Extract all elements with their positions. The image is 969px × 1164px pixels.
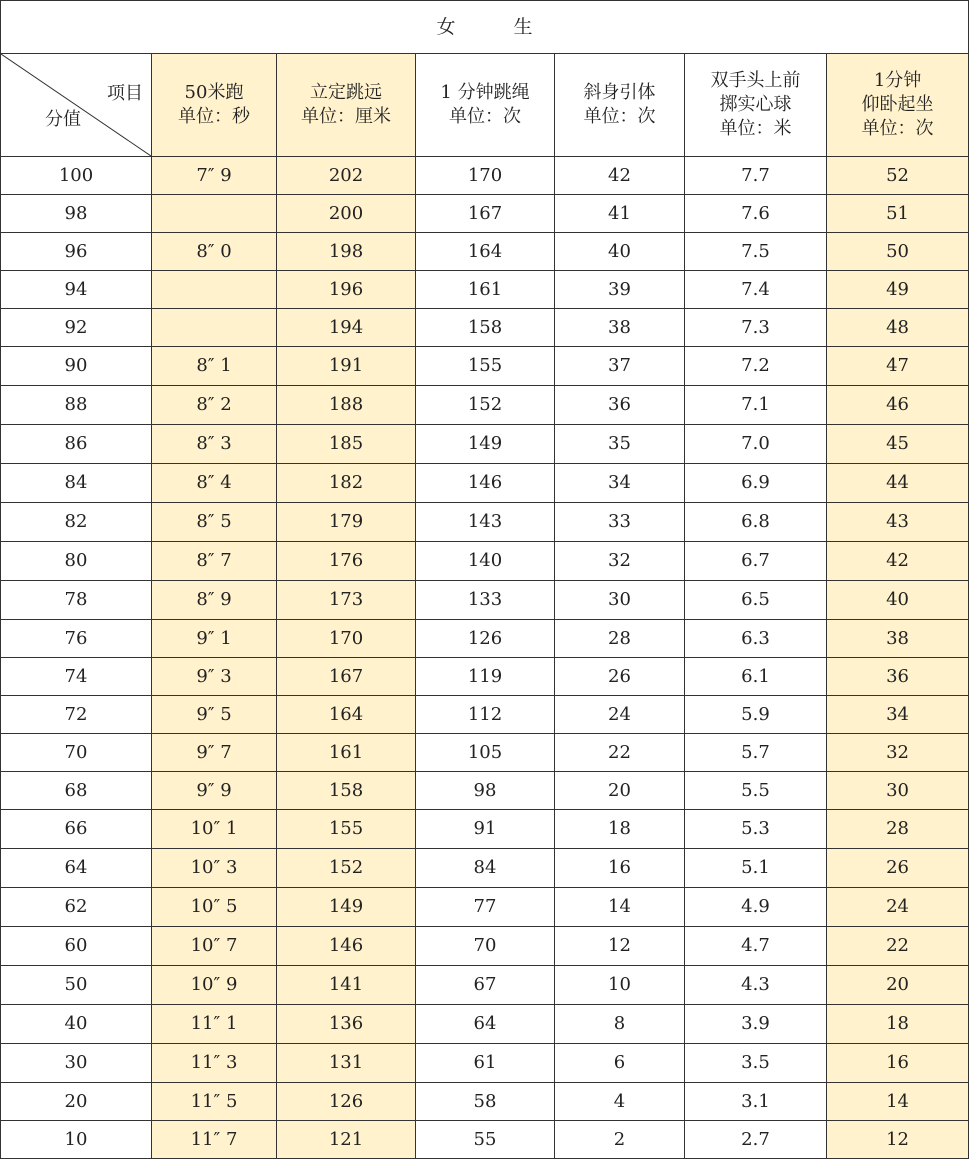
incline-pullup-cell: 34 [555, 464, 685, 503]
long-jump-cell: 158 [277, 772, 416, 810]
long-jump-cell: 185 [277, 425, 416, 464]
medicine-ball-cell: 4.7 [685, 927, 827, 966]
incline-pullup-cell: 16 [555, 849, 685, 888]
situps-cell: 16 [827, 1044, 969, 1083]
sprint-50m-cell: 10″ 3 [152, 849, 277, 888]
rope-skipping-cell: 133 [416, 581, 555, 620]
long-jump-cell: 176 [277, 542, 416, 581]
incline-pullup-cell: 37 [555, 347, 685, 386]
incline-pullup-cell: 2 [555, 1121, 685, 1159]
rope-skipping-cell: 119 [416, 658, 555, 696]
situps-cell: 51 [827, 195, 969, 233]
rope-skipping-cell: 146 [416, 464, 555, 503]
score-cell: 64 [1, 849, 152, 888]
column-unit: 单位：米 [719, 118, 792, 139]
table-row [1, 696, 969, 734]
incline-pullup-cell: 32 [555, 542, 685, 581]
medicine-ball-cell: 5.1 [685, 849, 827, 888]
column-header-50m [152, 54, 277, 157]
score-cell: 82 [1, 503, 152, 542]
incline-pullup-cell: 40 [555, 233, 685, 271]
sprint-50m-cell: 11″ 7 [152, 1121, 277, 1159]
table-row [1, 888, 969, 927]
table-row [1, 271, 969, 309]
medicine-ball-cell: 5.3 [685, 810, 827, 849]
score-cell: 20 [1, 1083, 152, 1121]
column-header-rope-skipping [416, 54, 555, 157]
sprint-50m-cell: 9″ 9 [152, 772, 277, 810]
medicine-ball-cell: 6.3 [685, 620, 827, 658]
incline-pullup-cell: 38 [555, 309, 685, 347]
sprint-50m-cell: 8″ 4 [152, 464, 277, 503]
header-row [1, 54, 969, 157]
long-jump-cell: 152 [277, 849, 416, 888]
table-row [1, 620, 969, 658]
score-cell: 50 [1, 966, 152, 1005]
incline-pullup-cell: 14 [555, 888, 685, 927]
situps-cell: 32 [827, 734, 969, 772]
rope-skipping-cell: 152 [416, 386, 555, 425]
long-jump-cell: 121 [277, 1121, 416, 1159]
table-row [1, 157, 969, 195]
long-jump-cell: 141 [277, 966, 416, 1005]
medicine-ball-cell: 7.5 [685, 233, 827, 271]
situps-cell: 34 [827, 696, 969, 734]
sprint-50m-cell: 10″ 7 [152, 927, 277, 966]
rope-skipping-cell: 58 [416, 1083, 555, 1121]
table-row [1, 347, 969, 386]
table-row [1, 581, 969, 620]
situps-cell: 26 [827, 849, 969, 888]
incline-pullup-cell: 39 [555, 271, 685, 309]
rope-skipping-cell: 149 [416, 425, 555, 464]
long-jump-cell: 136 [277, 1005, 416, 1044]
table-row [1, 195, 969, 233]
situps-cell: 43 [827, 503, 969, 542]
column-name: 1分钟 [873, 70, 922, 91]
medicine-ball-cell: 4.3 [685, 966, 827, 1005]
situps-cell: 22 [827, 927, 969, 966]
situps-cell: 49 [827, 271, 969, 309]
situps-cell: 52 [827, 157, 969, 195]
score-cell: 60 [1, 927, 152, 966]
medicine-ball-cell: 7.4 [685, 271, 827, 309]
medicine-ball-cell: 7.0 [685, 425, 827, 464]
rope-skipping-cell: 170 [416, 157, 555, 195]
incline-pullup-cell: 10 [555, 966, 685, 1005]
score-cell: 98 [1, 195, 152, 233]
rope-skipping-cell: 77 [416, 888, 555, 927]
rope-skipping-cell: 161 [416, 271, 555, 309]
incline-pullup-cell: 35 [555, 425, 685, 464]
table-row [1, 1083, 969, 1121]
rope-skipping-cell: 158 [416, 309, 555, 347]
sprint-50m-cell: 8″ 9 [152, 581, 277, 620]
sprint-50m-cell: 8″ 1 [152, 347, 277, 386]
column-unit: 单位：次 [449, 106, 521, 127]
sprint-50m-cell: 9″ 5 [152, 696, 277, 734]
sprint-50m-cell: 9″ 3 [152, 658, 277, 696]
long-jump-cell: 146 [277, 927, 416, 966]
table-row [1, 1121, 969, 1159]
medicine-ball-cell: 3.1 [685, 1083, 827, 1121]
sprint-50m-cell: 9″ 7 [152, 734, 277, 772]
long-jump-cell: 200 [277, 195, 416, 233]
rope-skipping-cell: 105 [416, 734, 555, 772]
score-cell: 96 [1, 233, 152, 271]
column-name: 1 分钟跳绳 [440, 82, 530, 103]
long-jump-cell: 164 [277, 696, 416, 734]
medicine-ball-cell: 6.8 [685, 503, 827, 542]
medicine-ball-cell: 7.2 [685, 347, 827, 386]
sprint-50m-cell: 8″ 2 [152, 386, 277, 425]
table-row [1, 966, 969, 1005]
long-jump-cell: 126 [277, 1083, 416, 1121]
rope-skipping-cell: 140 [416, 542, 555, 581]
score-cell: 80 [1, 542, 152, 581]
rope-skipping-cell: 112 [416, 696, 555, 734]
score-cell: 40 [1, 1005, 152, 1044]
column-name: 双手头上前 [710, 70, 801, 91]
long-jump-cell: 188 [277, 386, 416, 425]
long-jump-cell: 182 [277, 464, 416, 503]
long-jump-cell: 131 [277, 1044, 416, 1083]
incline-pullup-cell: 41 [555, 195, 685, 233]
medicine-ball-cell: 6.1 [685, 658, 827, 696]
rope-skipping-cell: 55 [416, 1121, 555, 1159]
situps-cell: 38 [827, 620, 969, 658]
sprint-50m-cell: 8″ 3 [152, 425, 277, 464]
rope-skipping-cell: 155 [416, 347, 555, 386]
incline-pullup-cell: 28 [555, 620, 685, 658]
score-cell: 84 [1, 464, 152, 503]
sprint-50m-cell [152, 271, 277, 309]
rope-skipping-cell: 126 [416, 620, 555, 658]
sprint-50m-cell: 11″ 3 [152, 1044, 277, 1083]
column-header-medicine-ball [685, 54, 827, 157]
incline-pullup-cell: 30 [555, 581, 685, 620]
medicine-ball-cell: 3.5 [685, 1044, 827, 1083]
rope-skipping-cell: 143 [416, 503, 555, 542]
score-cell: 78 [1, 581, 152, 620]
sprint-50m-cell [152, 195, 277, 233]
long-jump-cell: 173 [277, 581, 416, 620]
column-header-incline-pullup [555, 54, 685, 157]
situps-cell: 50 [827, 233, 969, 271]
table-title: 女 生 [1, 1, 969, 54]
sprint-50m-cell [152, 309, 277, 347]
situps-cell: 40 [827, 581, 969, 620]
situps-cell: 36 [827, 658, 969, 696]
score-cell: 100 [1, 157, 152, 195]
rope-skipping-cell: 64 [416, 1005, 555, 1044]
rope-skipping-cell: 61 [416, 1044, 555, 1083]
column-unit: 单位：厘米 [301, 106, 391, 127]
score-cell: 66 [1, 810, 152, 849]
long-jump-cell: 155 [277, 810, 416, 849]
table-body [1, 157, 969, 1159]
incline-pullup-cell: 36 [555, 386, 685, 425]
rope-skipping-cell: 91 [416, 810, 555, 849]
score-cell: 90 [1, 347, 152, 386]
situps-cell: 20 [827, 966, 969, 1005]
table-row [1, 810, 969, 849]
column-name: 50米跑 [184, 82, 244, 103]
rope-skipping-cell: 67 [416, 966, 555, 1005]
sprint-50m-cell: 10″ 9 [152, 966, 277, 1005]
situps-cell: 48 [827, 309, 969, 347]
situps-cell: 47 [827, 347, 969, 386]
long-jump-cell: 198 [277, 233, 416, 271]
score-cell: 10 [1, 1121, 152, 1159]
long-jump-cell: 191 [277, 347, 416, 386]
score-cell: 62 [1, 888, 152, 927]
situps-cell: 12 [827, 1121, 969, 1159]
column-header-situps [827, 54, 969, 157]
medicine-ball-cell: 5.9 [685, 696, 827, 734]
table-row [1, 734, 969, 772]
situps-cell: 45 [827, 425, 969, 464]
incline-pullup-cell: 4 [555, 1083, 685, 1121]
sprint-50m-cell: 10″ 5 [152, 888, 277, 927]
title-row [1, 1, 969, 54]
medicine-ball-cell: 2.7 [685, 1121, 827, 1159]
column-unit: 单位：秒 [178, 106, 250, 127]
medicine-ball-cell: 5.7 [685, 734, 827, 772]
score-cell: 92 [1, 309, 152, 347]
medicine-ball-cell: 7.3 [685, 309, 827, 347]
medicine-ball-cell: 6.7 [685, 542, 827, 581]
score-cell: 94 [1, 271, 152, 309]
situps-cell: 24 [827, 888, 969, 927]
medicine-ball-cell: 6.9 [685, 464, 827, 503]
rope-skipping-cell: 167 [416, 195, 555, 233]
sprint-50m-cell: 11″ 5 [152, 1083, 277, 1121]
long-jump-cell: 149 [277, 888, 416, 927]
long-jump-cell: 179 [277, 503, 416, 542]
long-jump-cell: 170 [277, 620, 416, 658]
sprint-50m-cell: 10″ 1 [152, 810, 277, 849]
column-name: 立定跳远 [310, 82, 382, 103]
sprint-50m-cell: 8″ 5 [152, 503, 277, 542]
corner-item-label: 项目 [107, 83, 143, 104]
sprint-50m-cell: 11″ 1 [152, 1005, 277, 1044]
incline-pullup-cell: 6 [555, 1044, 685, 1083]
long-jump-cell: 202 [277, 157, 416, 195]
table-row [1, 542, 969, 581]
table-row [1, 386, 969, 425]
score-cell: 88 [1, 386, 152, 425]
table-row [1, 233, 969, 271]
score-cell: 72 [1, 696, 152, 734]
incline-pullup-cell: 42 [555, 157, 685, 195]
rope-skipping-cell: 98 [416, 772, 555, 810]
sprint-50m-cell: 7″ 9 [152, 157, 277, 195]
corner-header-cell [1, 54, 152, 157]
score-cell: 76 [1, 620, 152, 658]
score-cell: 68 [1, 772, 152, 810]
corner-score-label: 分值 [45, 109, 81, 130]
medicine-ball-cell: 6.5 [685, 581, 827, 620]
table-row [1, 658, 969, 696]
situps-cell: 18 [827, 1005, 969, 1044]
incline-pullup-cell: 24 [555, 696, 685, 734]
long-jump-cell: 161 [277, 734, 416, 772]
column-unit: 单位：次 [583, 106, 656, 127]
sprint-50m-cell: 8″ 7 [152, 542, 277, 581]
medicine-ball-cell: 7.6 [685, 195, 827, 233]
table-row [1, 309, 969, 347]
table-row [1, 849, 969, 888]
incline-pullup-cell: 22 [555, 734, 685, 772]
incline-pullup-cell: 26 [555, 658, 685, 696]
score-cell: 70 [1, 734, 152, 772]
long-jump-cell: 194 [277, 309, 416, 347]
incline-pullup-cell: 12 [555, 927, 685, 966]
medicine-ball-cell: 5.5 [685, 772, 827, 810]
situps-cell: 28 [827, 810, 969, 849]
column-header-long-jump [277, 54, 416, 157]
score-cell: 30 [1, 1044, 152, 1083]
medicine-ball-cell: 4.9 [685, 888, 827, 927]
sprint-50m-cell: 8″ 0 [152, 233, 277, 271]
long-jump-cell: 196 [277, 271, 416, 309]
table-row [1, 1005, 969, 1044]
situps-cell: 14 [827, 1083, 969, 1121]
table-row [1, 464, 969, 503]
column-name-line2: 仰卧起坐 [861, 94, 934, 115]
rope-skipping-cell: 70 [416, 927, 555, 966]
incline-pullup-cell: 20 [555, 772, 685, 810]
column-name: 斜身引体 [583, 82, 656, 103]
situps-cell: 42 [827, 542, 969, 581]
score-cell: 86 [1, 425, 152, 464]
situps-cell: 46 [827, 386, 969, 425]
medicine-ball-cell: 7.1 [685, 386, 827, 425]
column-unit: 单位：次 [861, 118, 934, 139]
table-row [1, 927, 969, 966]
long-jump-cell: 167 [277, 658, 416, 696]
sprint-50m-cell: 9″ 1 [152, 620, 277, 658]
situps-cell: 30 [827, 772, 969, 810]
score-cell: 74 [1, 658, 152, 696]
situps-cell: 44 [827, 464, 969, 503]
table-row [1, 425, 969, 464]
medicine-ball-cell: 7.7 [685, 157, 827, 195]
incline-pullup-cell: 8 [555, 1005, 685, 1044]
table-row [1, 1044, 969, 1083]
column-name-line2: 掷实心球 [719, 94, 792, 115]
table-row [1, 503, 969, 542]
rope-skipping-cell: 84 [416, 849, 555, 888]
rope-skipping-cell: 164 [416, 233, 555, 271]
table-row [1, 772, 969, 810]
medicine-ball-cell: 3.9 [685, 1005, 827, 1044]
incline-pullup-cell: 33 [555, 503, 685, 542]
incline-pullup-cell: 18 [555, 810, 685, 849]
